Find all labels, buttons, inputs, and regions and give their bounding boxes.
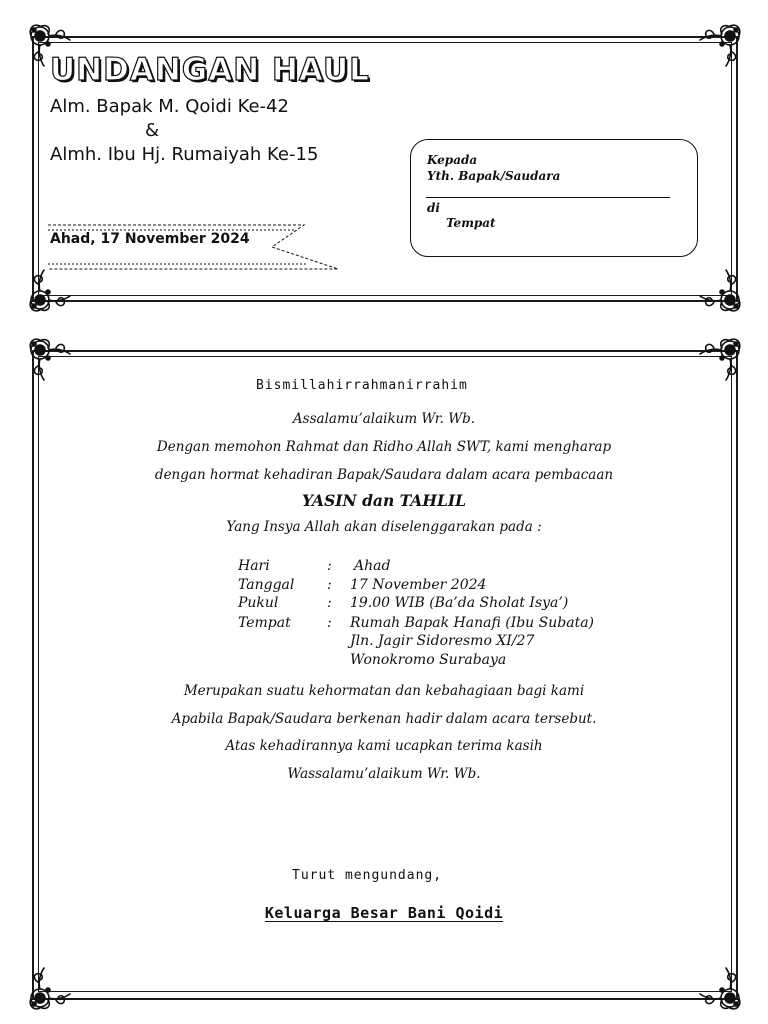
intro-line-1: Dengan memohon Rahmat dan Ridho Allah SWT, kami mengharap (156, 439, 612, 455)
invitation-title: UNDANGAN HAUL (50, 52, 370, 88)
closing-line-3: Atas kehadirannya kami ucapkan terima kasih (225, 738, 543, 754)
corner-flourish-icon (698, 966, 744, 1012)
place-label: Tempat (238, 615, 291, 631)
corner-flourish-icon (698, 336, 744, 382)
salam: Wassalamu’alaikum Wr. Wb. (287, 766, 481, 782)
address-at: di (427, 201, 440, 215)
corner-flourish-icon (26, 336, 72, 382)
place-value-1: Rumah Bapak Hanafi (Ibu Subata) (350, 615, 595, 631)
invite-label: Turut mengundang, (292, 868, 443, 883)
signer-name: Keluarga Besar Bani Qoidi (264, 904, 504, 922)
corner-flourish-icon (698, 22, 744, 68)
ampersand: & (145, 120, 160, 141)
address-recipient: Yth. Bapak/Saudara (427, 169, 561, 183)
address-blank-line (426, 197, 670, 198)
corner-flourish-icon (26, 966, 72, 1012)
greeting: Assalamu’alaikum Wr. Wb. (292, 411, 476, 427)
corner-flourish-icon (698, 268, 744, 314)
bismillah: Bismillahirrahmanirrahim (256, 378, 468, 393)
date-value: 17 November 2024 (350, 577, 487, 593)
colon: : (327, 577, 332, 593)
held-on-line: Yang Insya Allah akan diselenggarakan pada : (226, 519, 542, 535)
address-place: Tempat (446, 216, 496, 230)
event-title: YASIN dan TAHLIL (301, 491, 467, 510)
address-to: Kepada (427, 153, 478, 167)
place-value-3: Wonokromo Surabaya (350, 652, 507, 668)
colon: : (327, 595, 332, 611)
time-label: Pukul (238, 595, 279, 611)
date-label: Tanggal (238, 577, 295, 593)
place-value-2: Jln. Jagir Sidoresmo XI/27 (350, 633, 535, 649)
deceased-father-name: Alm. Bapak M. Qoidi Ke-42 (50, 96, 289, 117)
colon: : (327, 558, 332, 574)
day-label: Hari (238, 558, 270, 574)
date-ribbon (46, 222, 342, 272)
day-value: Ahad (354, 558, 391, 574)
date-ribbon-text: Ahad, 17 November 2024 (50, 231, 250, 247)
deceased-mother-name: Almh. Ibu Hj. Rumaiyah Ke-15 (50, 144, 319, 165)
signer (40, 903, 728, 922)
colon: : (327, 615, 332, 631)
time-value: 19.00 WIB (Ba’da Sholat Isya’) (350, 595, 569, 611)
closing-line-1: Merupakan suatu kehormatan dan kebahagiaan bagi kami (183, 683, 585, 699)
intro-line-2: dengan hormat kehadiran Bapak/Saudara dalam acara pembacaan (154, 467, 614, 483)
corner-flourish-icon (26, 268, 72, 314)
closing-line-2: Apabila Bapak/Saudara berkenan hadir dalam acara tersebut. (171, 711, 597, 727)
